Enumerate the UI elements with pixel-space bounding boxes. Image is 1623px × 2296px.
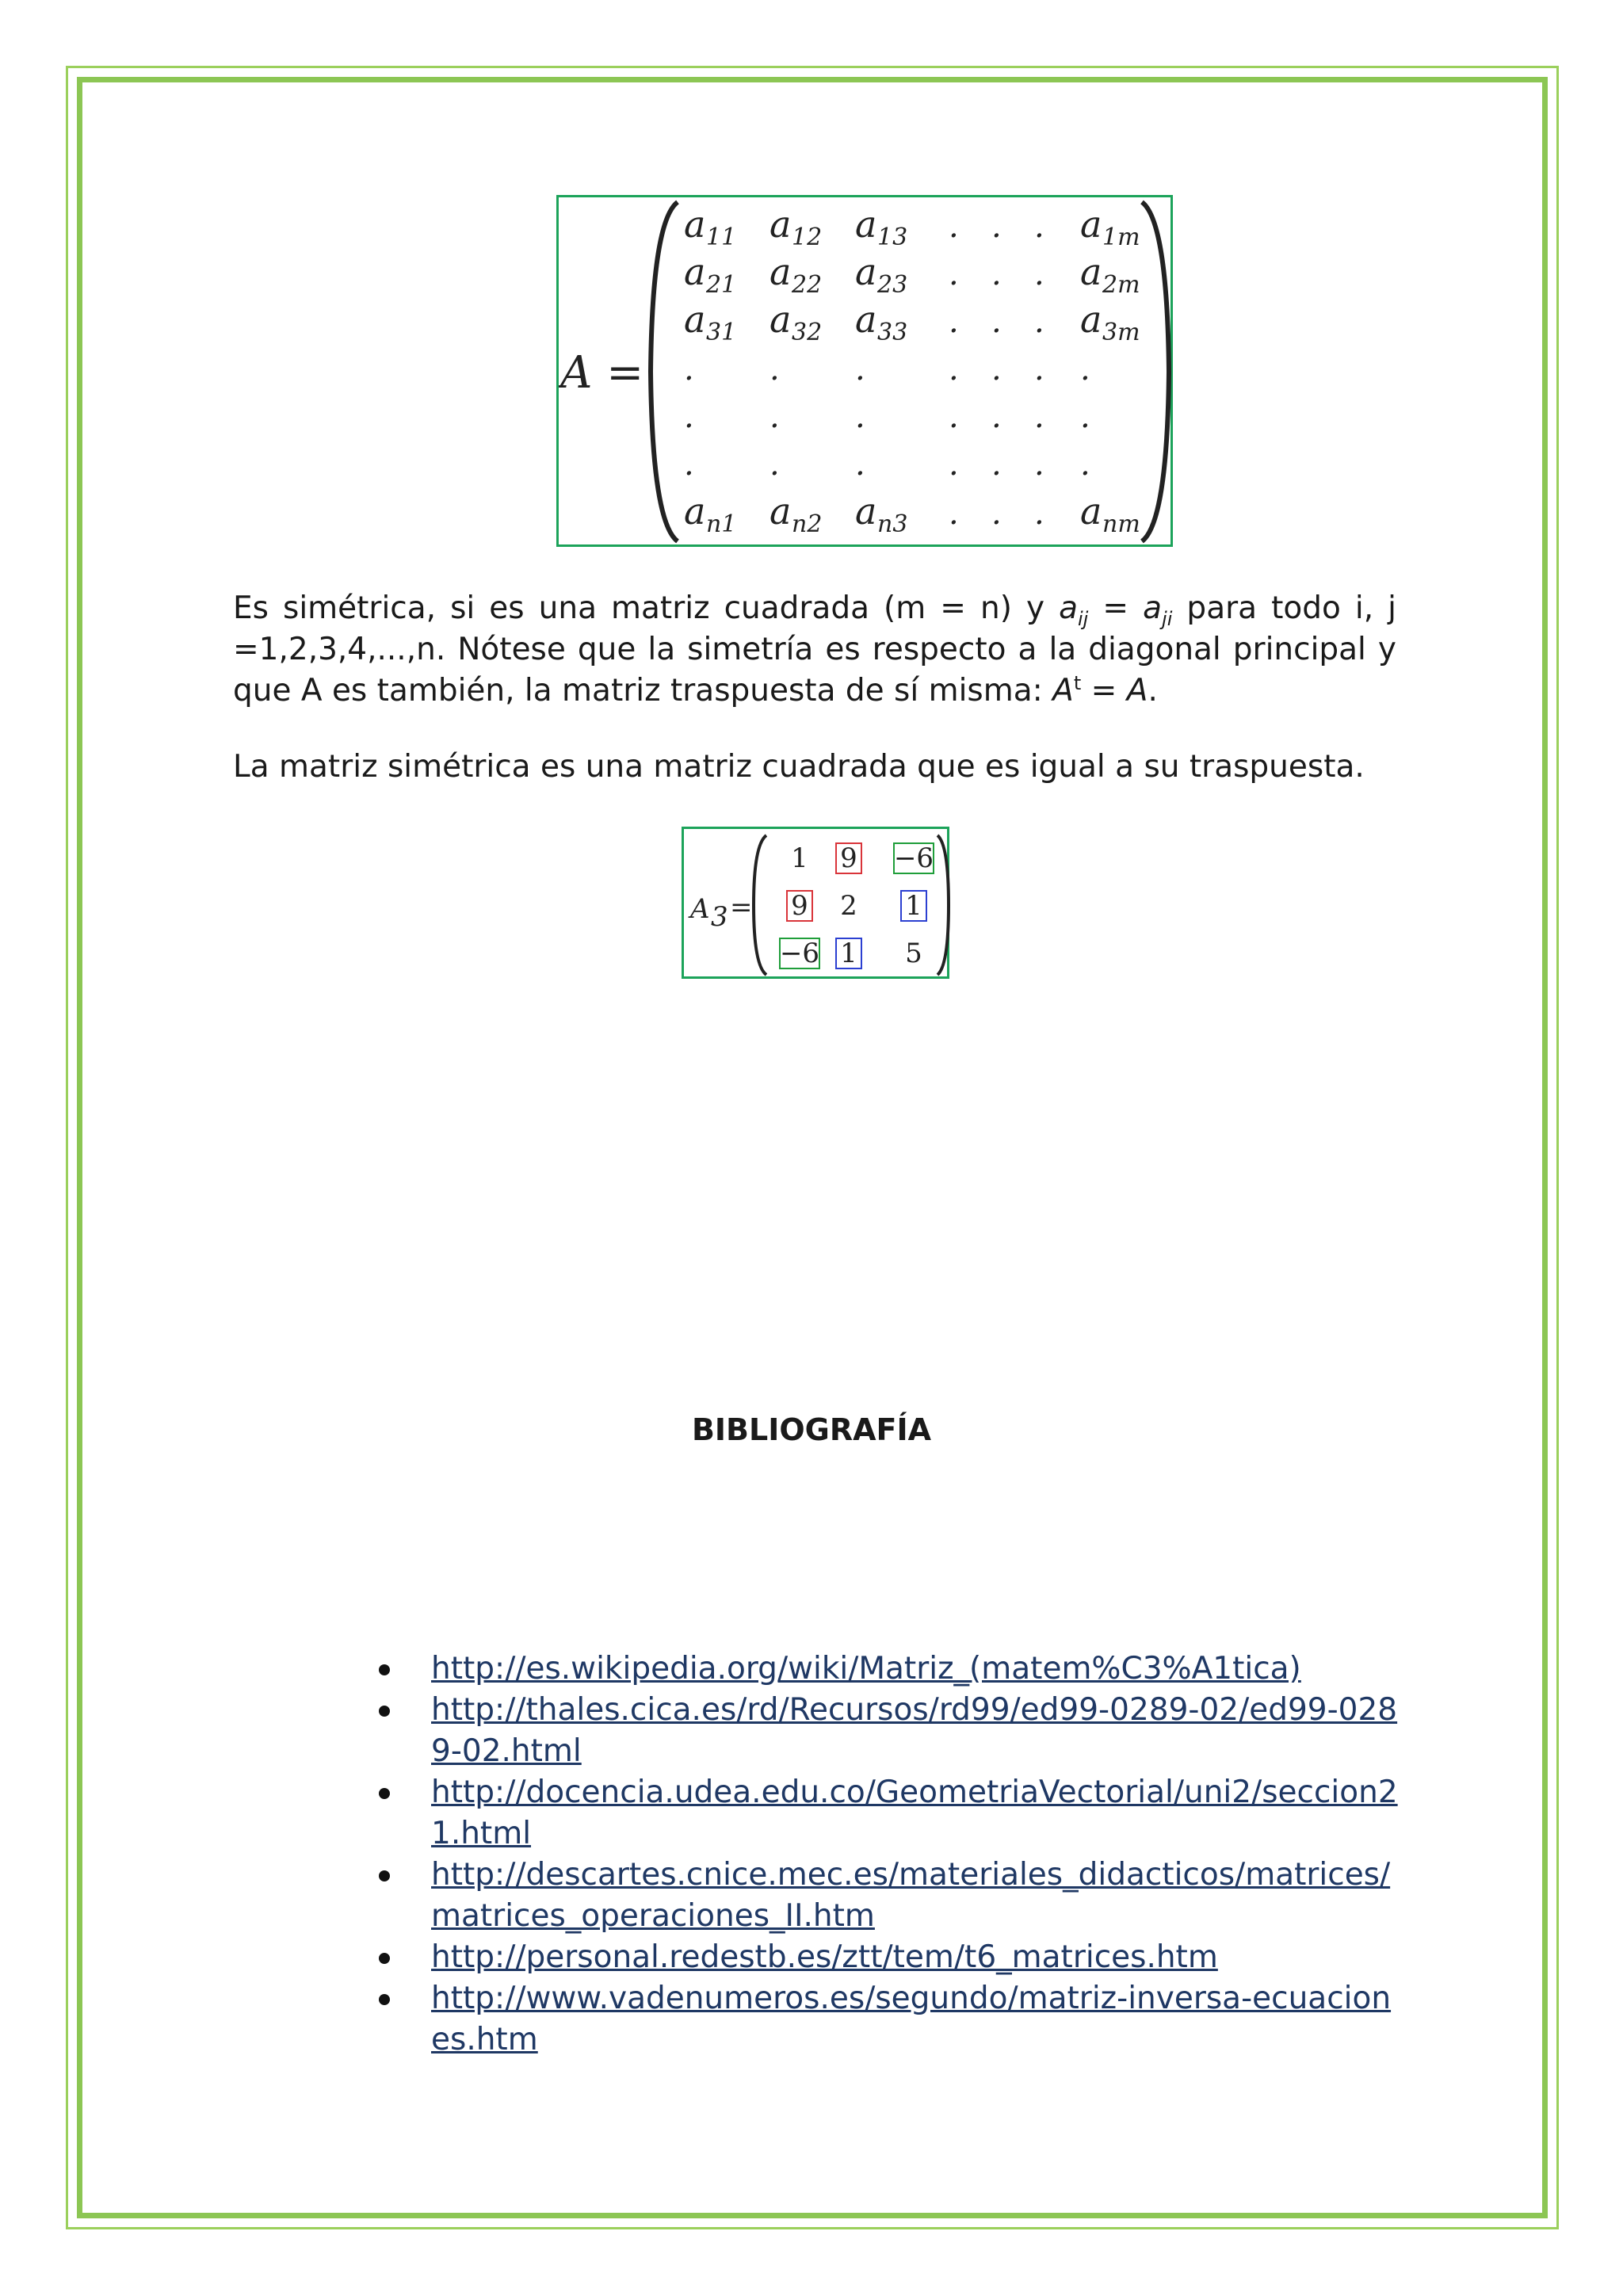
p1-text-2: para todo i, j =1,2,3,4,...,n. Nótese que la simetría es respecto a la diagonal principal y que A es también, la matriz traspuesta de sí misma: [233, 590, 1396, 709]
matrix-a-subscript-1-0: 21 [706, 271, 737, 299]
bibliography-item [376, 1937, 1406, 1978]
p1-equals-1: = [1088, 590, 1144, 626]
p1-sub-ji: ji [1162, 607, 1173, 630]
matrix-a-entry-0-2: a [855, 203, 877, 246]
matrix-a-entry-0-1: a [769, 203, 792, 246]
matrix-a-entry-5-3: . [949, 446, 959, 483]
a3-entry-2-1: 1 [840, 938, 857, 969]
symmetric-matrix-example [682, 827, 949, 979]
matrix-a-subscript-6-6: nm [1102, 510, 1140, 538]
bullet-icon [379, 1953, 390, 1964]
matrix-a-entry-3-0: . [684, 351, 694, 388]
bibliography-link[interactable]: http://descartes.cnice.mec.es/materiales_didacticos/matrices/matrices_operaciones_II.htm [431, 1857, 1391, 1934]
matrix-a-entry-1-5: . [1034, 256, 1044, 292]
matrix-a-entry-5-2: . [855, 446, 865, 483]
matrix-a-entry-6-2: a [855, 490, 877, 533]
matrix-a-entry-4-1: . [769, 399, 780, 435]
matrix-a-entry-6-5: . [1034, 495, 1044, 532]
p1-A: A [1126, 673, 1148, 709]
matrix-a-entry-5-5: . [1034, 446, 1044, 483]
matrix-a-entry-5-4: . [991, 446, 1002, 483]
p1-A-transpose-base: A [1052, 673, 1074, 709]
matrix-a-entry-4-2: . [855, 399, 865, 435]
matrix-a-subscript-1-6: 2m [1102, 271, 1140, 299]
matrix-a-entry-6-1: a [769, 490, 792, 533]
matrix-a-subscript-6-2: n3 [877, 510, 908, 538]
a3-entry-0-0: 1 [791, 842, 808, 874]
symmetric-matrix-svg [684, 829, 952, 981]
matrix-a-entry-3-2: . [855, 351, 865, 388]
symmetric-summary-paragraph: La matriz simétrica es una matriz cuadrada que es igual a su traspuesta. [233, 749, 1365, 785]
bullet-icon [379, 1706, 390, 1717]
matrix-lhs: A = [560, 347, 644, 399]
bibliography-link[interactable]: http://www.vadenumeros.es/segundo/matriz-inversa-ecuaciones.htm [431, 1981, 1392, 2057]
matrix-a-subscript-2-1: 32 [792, 319, 823, 346]
matrix-a-entry-6-3: . [949, 495, 959, 532]
a3-left-paren [754, 835, 766, 975]
bibliography-list [376, 1648, 1406, 2061]
bibliography-link[interactable]: http://thales.cica.es/rd/Recursos/rd99/ed99-0289-02/ed99-0289-02.html [431, 1692, 1398, 1769]
matrix-a-entry-2-2: a [855, 298, 877, 341]
symmetric-definition-paragraph [233, 588, 1396, 712]
matrix-a-entry-0-4: . [991, 208, 1002, 245]
matrix-a-entry-4-5: . [1034, 399, 1044, 435]
matrix-a-subscript-0-6: 1m [1102, 223, 1140, 251]
bullet-icon [379, 1870, 390, 1881]
a3-entry-2-0: −6 [779, 938, 820, 969]
matrix-a-entry-1-6: a [1080, 250, 1102, 293]
bibliography-link[interactable]: http://es.wikipedia.org/wiki/Matriz_(matem%C3%A1tica) [431, 1651, 1301, 1687]
p1-a-ji: a [1143, 590, 1163, 626]
left-parenthesis [651, 202, 678, 541]
a3-entry-1-1: 2 [840, 890, 857, 922]
matrix-a-entry-4-0: . [684, 399, 694, 435]
a3-entry-0-2: −6 [893, 842, 934, 874]
bibliography-item [376, 1648, 1406, 1690]
bibliography-link[interactable]: http://docencia.udea.edu.co/GeometriaVectorial/uni2/seccion21.html [431, 1775, 1398, 1851]
matrix-a-entry-1-4: . [991, 256, 1002, 292]
a3-entry-1-0: 9 [791, 890, 808, 922]
a3-label-sub: 3 [711, 901, 728, 933]
bibliography-link[interactable]: http://personal.redestb.es/ztt/tem/t6_matrices.htm [431, 1939, 1218, 1975]
matrix-a-subscript-6-0: n1 [706, 510, 737, 538]
bullet-icon [379, 1994, 390, 2005]
matrix-a-entry-0-0: a [684, 203, 706, 246]
matrix-a-entry-5-0: . [684, 446, 694, 483]
matrix-a-entry-2-4: . [991, 304, 1002, 340]
matrix-a-entry-2-6: a [1080, 298, 1102, 341]
matrix-a-subscript-1-1: 22 [792, 271, 823, 299]
matrix-a-entry-4-3: . [949, 399, 959, 435]
matrix-a-entry-4-6: . [1080, 399, 1090, 435]
p1-sub-ij: ij [1078, 607, 1089, 630]
matrix-a-entry-2-5: . [1034, 304, 1044, 340]
bibliography-item [376, 1978, 1406, 2061]
matrix-a-entry-3-1: . [769, 351, 780, 388]
matrix-a-entry-2-0: a [684, 298, 706, 341]
a3-entry-2-2: 5 [905, 938, 922, 969]
matrix-a-subscript-1-2: 23 [877, 271, 908, 299]
matrix-a-entry-4-4: . [991, 399, 1002, 435]
p1-equals-2: = [1081, 673, 1127, 709]
p1-period: . [1148, 673, 1158, 709]
bullet-icon [379, 1788, 390, 1799]
matrix-a-entry-0-6: a [1080, 203, 1102, 246]
bibliography-item [376, 1690, 1406, 1772]
p1-sup-t: t [1073, 672, 1082, 694]
a3-entry-0-1: 9 [840, 842, 857, 874]
matrix-a-entry-5-1: . [769, 446, 780, 483]
matrix-a-entry-3-5: . [1034, 351, 1044, 388]
matrix-a-subscript-0-0: 11 [706, 223, 737, 251]
matrix-a-entry-1-1: a [769, 250, 792, 293]
matrix-a-subscript-2-0: 31 [706, 319, 737, 346]
matrix-a-entry-1-3: . [949, 256, 959, 292]
right-parenthesis [1142, 202, 1169, 541]
bibliography-item [376, 1855, 1406, 1937]
bibliography-item [376, 1772, 1406, 1855]
general-matrix-svg [559, 197, 1175, 549]
matrix-a-subscript-0-1: 12 [792, 223, 823, 251]
p1-text-1: Es simétrica, si es una matriz cuadrada (m = n) y [233, 590, 1060, 626]
bullet-icon [379, 1664, 390, 1675]
matrix-a-subscript-6-1: n2 [792, 510, 823, 538]
matrix-a-subscript-2-6: 3m [1102, 319, 1140, 346]
matrix-a-entry-6-6: a [1080, 490, 1102, 533]
matrix-a-entry-0-5: . [1034, 208, 1044, 245]
matrix-a-entry-2-3: . [949, 304, 959, 340]
matrix-a-entry-5-6: . [1080, 446, 1090, 483]
general-matrix-figure [556, 195, 1173, 547]
p1-a-ij: a [1059, 590, 1079, 626]
bibliography-heading: BIBLIOGRAFÍA [691, 1412, 932, 1447]
matrix-a-subscript-2-2: 33 [877, 319, 908, 346]
matrix-a-entry-1-2: a [855, 250, 877, 293]
a3-equals: = [730, 892, 753, 923]
matrix-a-entry-3-6: . [1080, 351, 1090, 388]
matrix-a-entry-2-1: a [769, 298, 792, 341]
matrix-a-entry-3-4: . [991, 351, 1002, 388]
a3-label: A [690, 893, 710, 925]
matrix-a-entry-3-3: . [949, 351, 959, 388]
a3-right-paren [938, 835, 949, 975]
matrix-a-entry-0-3: . [949, 208, 959, 245]
matrix-a-entry-6-4: . [991, 495, 1002, 532]
matrix-a-subscript-0-2: 13 [877, 223, 908, 251]
matrix-a-entry-1-0: a [684, 250, 706, 293]
a3-entry-1-2: 1 [905, 890, 922, 922]
matrix-a-entry-6-0: a [684, 490, 706, 533]
